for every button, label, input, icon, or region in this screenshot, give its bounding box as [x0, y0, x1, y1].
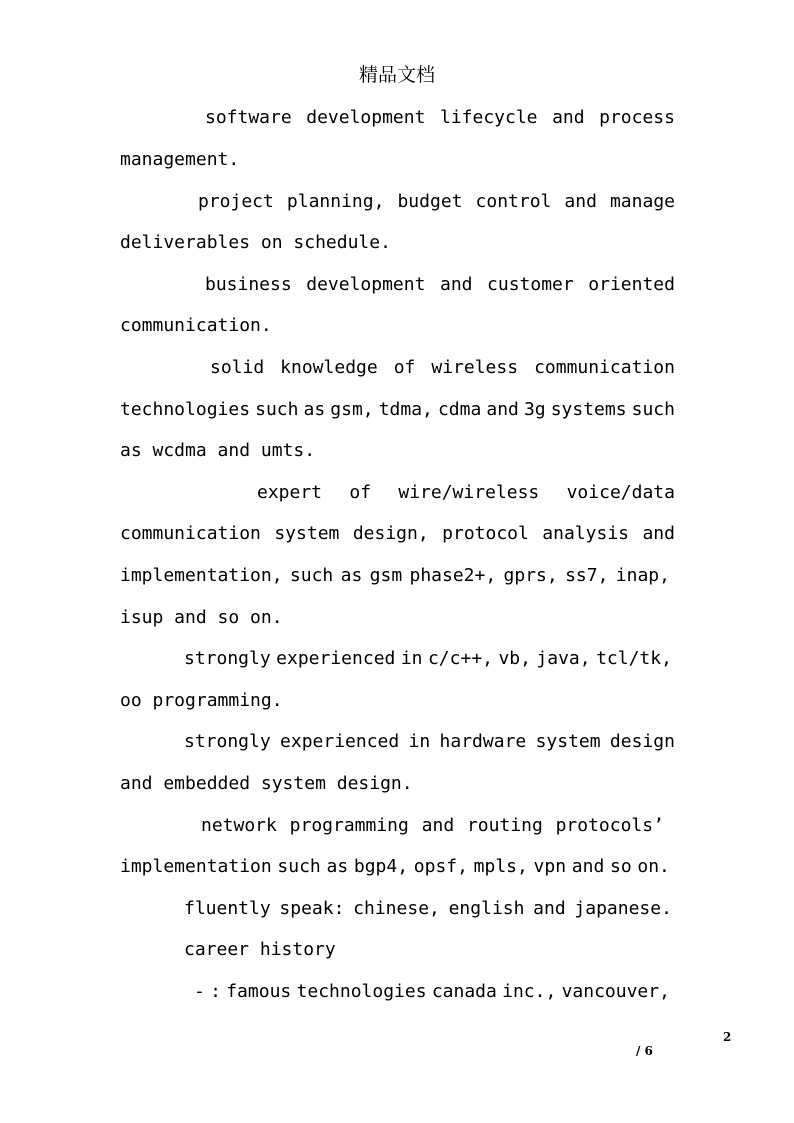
text-line-18: network programming and routing protocols’ [201, 815, 664, 836]
text-line-3: project planning, budget control and manage [198, 191, 675, 212]
text-line-21: career history [184, 939, 336, 960]
text-line-7: solid knowledge of wireless communication [210, 357, 675, 378]
page-header: 精品文档 [358, 64, 435, 86]
text-line-20: fluently speak: chinese, english and japanese. [184, 898, 672, 919]
text-line-16: strongly experienced in hardware system design [184, 731, 675, 752]
text-line-13: isup and so on. [120, 607, 283, 628]
page-total: / 6 [636, 1044, 653, 1058]
text-line-8: technologies such as gsm, tdma, cdma and 3g systems such [120, 399, 675, 420]
page-number: 2 [723, 1030, 732, 1044]
text-line-4: deliverables on schedule. [120, 232, 391, 253]
text-line-5: business development and customer oriented [205, 274, 675, 295]
text-line-12: implementation, such as gsm phase2+, gprs, ss7, inap, [120, 565, 670, 586]
text-line-17: and embedded system design. [120, 773, 413, 794]
text-line-6: communication. [120, 315, 272, 336]
text-line-9: as wcdma and umts. [120, 440, 316, 461]
text-line-22: - : famous technologies canada inc., vancouver, [194, 981, 670, 1002]
text-line-1: software development lifecycle and process [205, 107, 675, 128]
text-line-11: communication system design, protocol analysis and [120, 523, 675, 544]
text-line-19: implementation such as bgp4, opsf, mpls, vpn and so on. [120, 856, 670, 877]
text-line-14: strongly experienced in c/c++, vb, java, tcl/tk, [184, 648, 672, 669]
text-line-10: expert of wire/wireless voice/data [257, 482, 675, 503]
text-line-15: oo programming. [120, 690, 283, 711]
text-line-2: management. [120, 149, 240, 170]
